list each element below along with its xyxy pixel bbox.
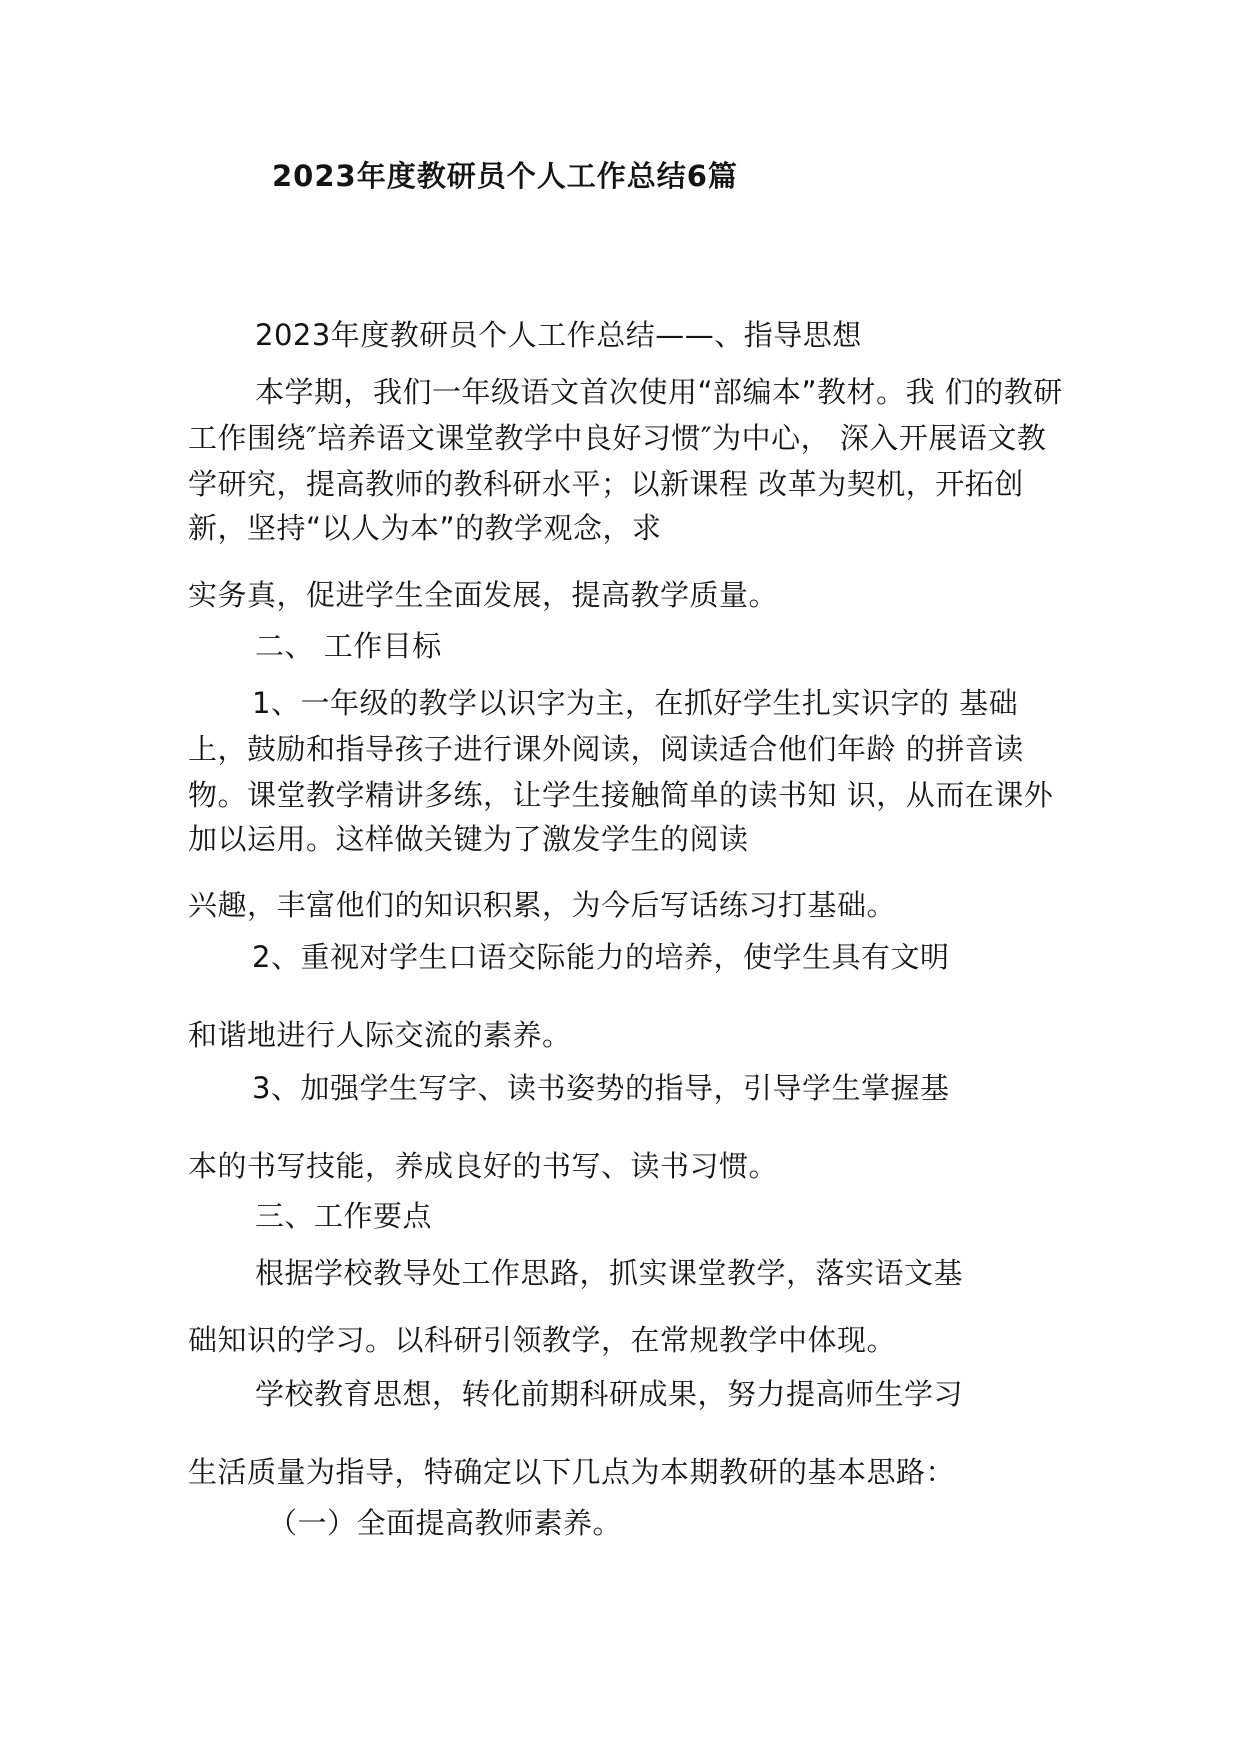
paragraph-line: 2、重视对学生口语交际能力的培养，使学生具有文明 [252,940,950,974]
paragraph-line: 学校教育思想，转化前期科研成果，努力提高师生学习 [255,1377,964,1411]
section-heading-2: 二、 工作目标 [255,629,442,663]
paragraph-line: 础知识的学习。以科研引领教学，在常规教学中体现。 [188,1323,897,1357]
paragraph-line: 1、一年级的教学以识字为主，在抓好学生扎实识字的 基础 [252,686,1019,720]
paragraph-line: 物。课堂教学精讲多练，让学生接触简单的读书知 识，从而在课外 [188,778,1054,812]
paragraph-line: 和谐地进行人际交流的素养。 [188,1018,572,1052]
paragraph-line: 实务真，促进学生全面发展，提高教学质量。 [188,578,779,612]
section-heading-1: 2023年度教研员个人工作总结——、指导思想 [255,318,862,352]
paragraph-line: 兴趣，丰富他们的知识积累，为今后写话练习打基础。 [188,888,897,922]
paragraph-line: 学研究，提高教师的教科研水平；以新课程 改革为契机，开拓创 [188,467,1024,501]
subsection-heading: （一）全面提高教师素养。 [268,1506,623,1540]
paragraph-line: 本学期，我们一年级语文首次使用“部编本”教材。我 们的教研 [255,375,1063,409]
document-title: 2023年度教研员个人工作总结6篇 [272,159,738,193]
paragraph-line: 生活质量为指导，特确定以下几点为本期教研的基本思路： [188,1455,956,1489]
paragraph-line: 3、加强学生写字、读书姿势的指导，引导学生掌握基 [252,1071,950,1105]
paragraph-line: 新，坚持“以人为本”的教学观念，求 [188,511,662,545]
section-heading-3: 三、工作要点 [255,1199,433,1233]
paragraph-line: 工作围绕″培养语文课堂教学中良好习惯″为中心， 深入开展语文教 [188,421,1047,455]
paragraph-line: 本的书写技能，养成良好的书写、读书习惯。 [188,1149,779,1183]
paragraph-line: 根据学校教导处工作思路，抓实课堂教学，落实语文基 [255,1256,964,1290]
paragraph-line: 上，鼓励和指导孩子进行课外阅读，阅读适合他们年龄 的拼音读 [188,732,1024,766]
paragraph-line: 加以运用。这样做关键为了激发学生的阅读 [188,822,749,856]
